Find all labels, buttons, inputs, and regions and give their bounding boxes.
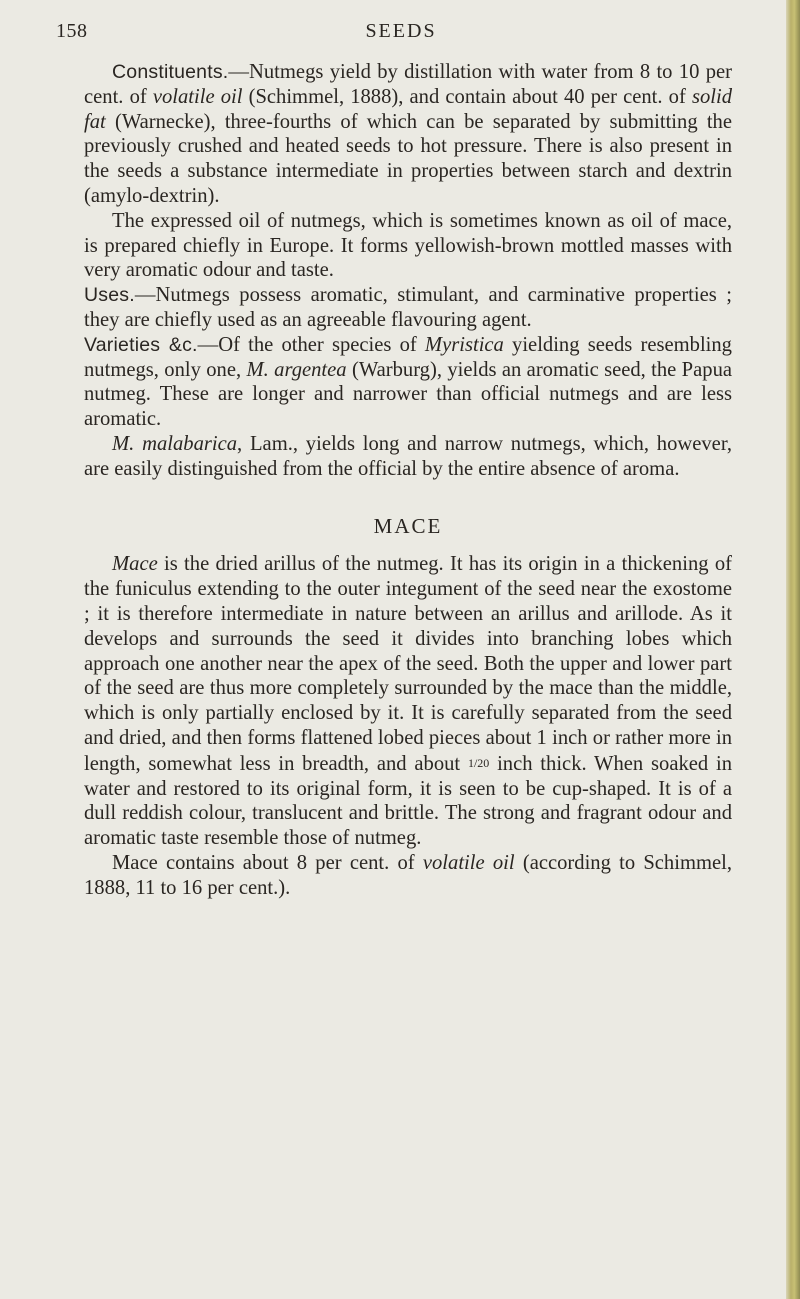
running-title: SEEDS	[365, 20, 437, 42]
text-run: —Nutmegs yield by distillation with water from 8 to 10 per cent. of	[84, 61, 732, 108]
text-run: inch thick. When soaked in water and restored to its original form, it is seen to be cup-shaped. It is of a dull reddish colour, translucent and brittle. The strong and fragrant odour and aromatic taste resemble those of nutmeg.	[84, 752, 732, 850]
running-head	[56, 20, 746, 50]
italic-term: volatile oil	[422, 851, 515, 874]
text-run: —Nutmegs possess aromatic, stimulant, and carminative properties ; they are chiefly used as an agreeable flavouring agent.	[84, 284, 732, 331]
page-number: 158	[56, 20, 88, 42]
italic-term: Myristica	[424, 333, 504, 356]
paragraph-varieties	[84, 333, 732, 432]
text-run: Mace contains about 8 per cent. of	[112, 851, 423, 874]
sidehead-uses: Uses.	[84, 284, 135, 307]
page-edge	[786, 0, 800, 1299]
text-run: (Schimmel, 1888), and contain about 40 per cent. of	[242, 85, 692, 108]
body-text	[84, 60, 732, 901]
text-run: is the dried arillus of the nutmeg. It has its origin in a thickening of the funiculus extending to the outer integument of the seed near the exostome ; it is therefore intermediate in nature between an arillus and arillode. As it develops and surrounds the seed it divides into branching lobes which approach one another near the apex of the seed. Both the upper and lower part of the seed are thus more completely surrounded by the mace than the middle, which is only partially enclosed by it. It is carefully separated from the seed and dried, and then forms flattened lobed pieces about 1 inch or rather more in length, somewhat less in breadth, and about	[84, 553, 732, 775]
paragraph-expressed-oil: The expressed oil of nutmegs, which is sometimes known as oil of mace, is prepared chiefly in Europe. It forms yellowish-brown mottled masses with very aromatic odour and taste.	[84, 209, 732, 282]
section-title-mace: MACE	[373, 513, 443, 538]
sidehead-constituents: Constituents.	[112, 61, 229, 83]
text-run: , Lam., yields long and narrow nutmegs, which, however, are easily distinguished from the official by the entire absence of aroma.	[84, 432, 732, 480]
text-run: (according to Schimmel, 1888, 11 to 16 per cent.).	[84, 851, 733, 899]
text-run: yielding seeds resembling nutmegs, only one,	[84, 333, 732, 381]
text-run: (Warburg), yields an aromatic seed, the Papua nutmeg. These are longer and narrower than official nutmegs and are less aromatic.	[84, 358, 733, 431]
paragraph-mace-oil	[84, 851, 732, 901]
italic-term: M. argentea	[246, 358, 347, 381]
paragraph-malabarica	[84, 432, 732, 482]
sidehead-varieties: Varieties &c.	[84, 333, 198, 356]
italic-term: M. malabarica	[112, 432, 238, 455]
italic-term: Mace	[112, 553, 158, 576]
paragraph-mace	[84, 552, 732, 851]
italic-term: volatile oil	[152, 85, 243, 108]
text-run: (Warnecke), three-fourths of which can be separated by submitting the previously crushed and heated seeds to hot pressure. There is also present in the seeds a substance intermediate in properties between starch and dextrin (amylo-dextrin).	[84, 110, 732, 207]
italic-term: solid fat	[84, 85, 732, 133]
text-run: —Of the other species of	[197, 333, 425, 356]
fraction: 1/20	[467, 755, 490, 770]
paragraph-constituents	[84, 60, 732, 209]
paragraph-uses	[84, 283, 732, 333]
